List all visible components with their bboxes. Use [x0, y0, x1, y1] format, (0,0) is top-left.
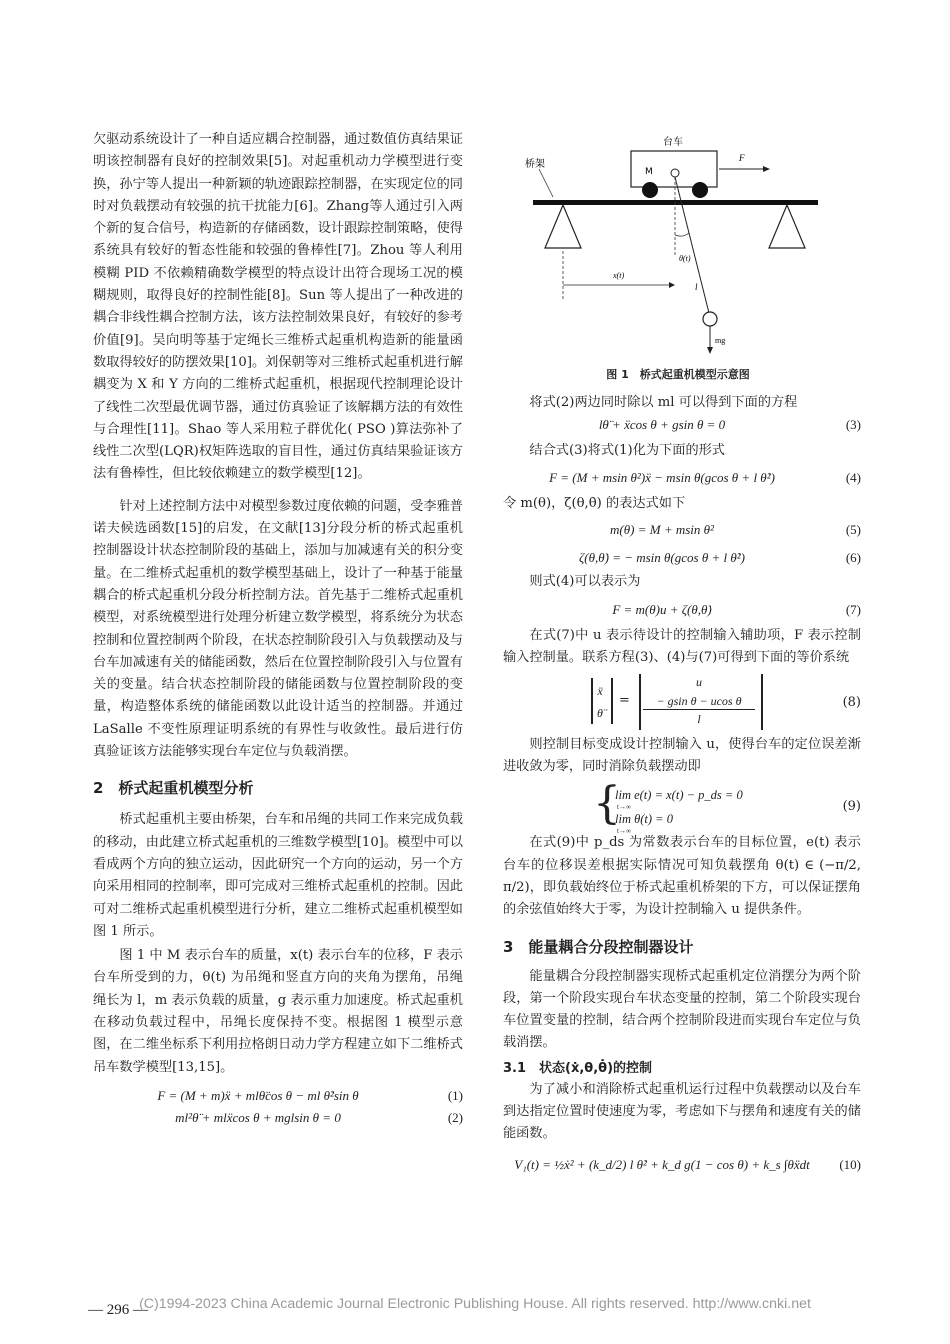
load-label: mg	[715, 336, 726, 345]
intro-paragraph-1: 欠驱动系统设计了一种自适应耦合控制器，通过数值仿真结果证明该控制器有良好的控制效果[5]。对起重机动力学模型进行变换，孙宁等人提出一种新颖的轨迹跟踪控制器，在实现定位的同时对负载摆动有较强的抗干扰能力[6]。Zhang等人通过引入两个新的复合信号，构造新的存储函数，设计跟踪控制策略，使得系统具有较好的暂态性能和较强的鲁棒性[7]。Zhou 等人利用模糊 PID 不依赖精确数学模型的特点设计出符合现场工况的模糊规则，取得良好的控制性能[8]。Sun 等人提出了一种改进的耦合非线性耦合控制方法，该方法控制效果良好，有较好的参考价值[9]。吴向明等基于定绳长三维桥式起重机构造新的能量函数取得较好的防摆效果[10]。刘保朝等对三维桥式起重机进行解耦变为 X 和 Y 方向的二维桥式起重机，根据现代控制理论设计了线性二次型最优调节器，通过仿真验证了该解耦方法的有效性与合理性[11]。Shao 等人采用粒子群优化( PSO )算法弥补了线性二次型(LQR)权矩阵选取的盲目性，通过仿真结果验证该方法有鲁棒性，但比较依赖建立的数学模型[12]。	[93, 132, 463, 482]
paragraph-eq4-intro: 结合式(3)将式(1)化为下面的形式	[529, 443, 725, 459]
bridge-label-leader	[539, 169, 553, 197]
model-paragraph-2: 图 1 中 M 表示台车的质量，x(t) 表示台车的位移，F 表示台车所受到的力，θ(t) 为吊绳和竖直方向的夹角为摆角，吊绳绳长为 l，m 表示负载的质量，g 表示重力加速度。桥式起重机在移动负载过程中，吊绳长度保持不变。根据图 1 模型示意图，在二维坐标系下利用拉格朗日动力学方程建立如下二维桥式吊车数学模型[13,15]。	[93, 948, 463, 1075]
copyright-footer: (C)1994-2023 China Academic Journal Electronic Publishing House. All rights reserved. http://www.cnki.net	[139, 1296, 811, 1312]
equation-2-number: (2)	[447, 1109, 463, 1125]
position-arrowhead	[669, 282, 675, 288]
figure-1-crane-diagram	[523, 135, 823, 365]
mass-label: M	[645, 167, 653, 177]
trolley-wheel-right	[692, 182, 708, 198]
equation-1-body: F = (M + m)ẍ + mlθ̈cos θ − ml θ̇²sin θ	[157, 1087, 359, 1103]
bridge-label: 桥架	[525, 159, 545, 170]
equation-4-body: F = (M + msin θ²)ẍ − msin θ(gcos θ + l θ̇²)	[549, 469, 775, 485]
equation-9-line-1: lim e(t) = x(t) − p_ds = 0	[615, 788, 743, 803]
position-label: x(t)	[613, 271, 625, 280]
equation-9	[503, 778, 861, 836]
equation-8-rhs-top: u	[696, 674, 702, 689]
equation-8-equals: =	[619, 692, 630, 708]
equation-10-body: V₁(t) = ½ẋ² + (k_d/2) l θ̇² + k_d g(1 − cos θ) + k_s ∫θẍdt	[514, 1156, 810, 1172]
bridge-beam	[533, 200, 818, 205]
equation-9-line-2: lim θ(t) = 0	[615, 812, 673, 827]
equation-8-lhs-top: ẍ	[597, 683, 603, 698]
equation-8-rhs-numerator: − gsin θ − ucos θ	[643, 693, 755, 710]
equation-2-body: ml²θ̈ + mlẍcos θ + mglsin θ = 0	[175, 1109, 341, 1125]
equation-5	[503, 519, 861, 541]
equation-4	[503, 467, 861, 489]
equation-3	[503, 414, 861, 436]
left-column	[93, 129, 463, 1129]
equation-9-number: (9)	[842, 799, 861, 815]
left-support	[545, 205, 581, 248]
paragraph-eq8-intro: 在式(7)中 u 表示待设计的控制输入辅助项，F 表示控制输入控制量。联系方程(3)、(4)与(7)可得到下面的等价系统	[503, 628, 861, 666]
equation-4-number: (4)	[845, 469, 861, 485]
rope-line	[675, 177, 709, 313]
equation-10-number: (10)	[839, 1156, 861, 1172]
page-number: — 296 —	[88, 1302, 148, 1318]
paragraph-eq9-explain: 在式(9)中 p_ds 为常数表示台车的目标位置，e(t) 表示台车的位移误差根据实际情况可知负载摆角 θ(t) ∈ (−π/2, π/2)，即负载始终位于桥式起重机桥架的下方，可以保证摆角的余弦值始终大于零，为设计控制输入 u 提供条件。	[503, 835, 861, 918]
equation-7-body: F = m(θ)u + ζ(θ,θ̇)	[612, 602, 712, 618]
equation-1	[93, 1085, 463, 1107]
model-paragraph-1: 桥式起重机主要由桥架，台车和吊绳的共同工作来完成负载的移动，由此建立桥式起重机的三维数学模型[10]。模型中可以看成两个方向的独立运动，因此研究一个方向的运动，另一个方向采用相同的控制率，即可完成对三维桥式起重机的控制。因此可对二维桥式起重机模型进行分析，建立二维桥式起重机模型如图 1 所示。	[93, 812, 463, 939]
paragraph-eq3-intro: 将式(2)两边同时除以 ml 可以得到下面的方程	[529, 395, 798, 410]
equation-9-limit-sub-2: t→∞	[617, 827, 631, 836]
force-label: F	[739, 153, 745, 163]
angle-label: θ(t)	[679, 254, 691, 263]
paragraph-eq5-intro: 令 m(θ)，ζ(θ,θ̇) 的表达式如下	[503, 495, 686, 511]
equation-8-lhs-bottom: θ̈	[597, 705, 603, 720]
equation-10	[503, 1154, 861, 1176]
section-3-heading: 3 能量耦合分段控制器设计	[503, 937, 694, 956]
equation-5-number: (5)	[845, 521, 861, 537]
equation-3-number: (3)	[845, 417, 861, 433]
equation-6-body: ζ(θ,θ̇) = − msin θ(gcos θ + l θ̇²)	[579, 549, 745, 565]
force-arrowhead	[763, 166, 770, 172]
rope-label: l	[695, 282, 698, 292]
equation-5-body: m(θ) = M + msin θ²	[610, 521, 714, 537]
right-support	[769, 205, 805, 248]
pivot-point	[671, 169, 679, 177]
paragraph-eq9-intro: 则控制目标变成设计控制输入 u，使得台车的定位误差渐进收敛为零，同时消除负载摆动即	[503, 736, 861, 775]
trolley-wheel-left	[642, 182, 658, 198]
load-mass	[703, 312, 717, 326]
equation-9-brace: {	[593, 778, 621, 830]
equation-2	[93, 1107, 463, 1129]
angle-arc	[675, 233, 689, 236]
paragraph-eq7-intro: 则式(4)可以表示为	[529, 573, 641, 589]
equation-7-number: (7)	[845, 602, 861, 618]
intro-paragraph-2: 针对上述控制方法中对模型参数过度依赖的问题，受李雅普诺夫候选函数[15]的启发，在文献[13]分段分析的桥式起重机控制器设计状态控制阶段的基础上，添加与加减速有关的积分变量。在二维桥式起重机的数学模型基础上，设计了一种基于能量耦合的桥式起重机分段分析控制方法。首先基于二维桥式起重机模型，对系统模型进行处理分析建立数学模型，将系统分为状态控制和位置控制两个阶段，在状态控制阶段引入与负载摆动及与台车加减速有关的储能函数，然后在位置控制阶段引入与位置有关的变量。结合状态控制阶段的储能函数与位置控制阶段的变量，构造整体系统的储能函数以此设计适当的控制器。并通过 LaSalle 不变性原理证明系统的有界性与收敛性。最后进行仿真验证该方法能够实现台车定位与负载消摆。	[93, 498, 463, 760]
section-2-heading: 2 桥式起重机模型分析	[93, 779, 254, 798]
figure-1-caption: 图 1 桥式起重机模型示意图	[606, 368, 750, 381]
equation-9-limit-sub-1: t→∞	[617, 803, 631, 812]
equation-7	[503, 599, 861, 621]
right-column	[503, 392, 861, 1176]
trolley-label: 台车	[663, 137, 683, 148]
equation-8	[503, 674, 861, 732]
section-3-1-paragraph: 为了减小和消除桥式起重机运行过程中负载摆动以及台车到达指定位置时使速度为零，考虑如下与摆角和速度有关的储能函数。	[503, 1081, 861, 1142]
section-3-paragraph: 能量耦合分段控制器实现桥式起重机定位消摆分为两个阶段，第一个阶段实现台车状态变量的控制，第二个阶段实现台车位置变量的控制，结合两个控制阶段进而实现台车定位与负载消摆。	[503, 968, 861, 1051]
equation-8-number: (8)	[842, 694, 861, 710]
gravity-arrowhead	[707, 347, 713, 354]
equation-8-rhs-denominator: l	[697, 711, 701, 726]
equation-6-number: (6)	[845, 549, 861, 565]
equation-6	[503, 547, 861, 569]
section-3-1-heading: 3.1 状态(ẋ,θ,θ̇)的控制	[503, 1060, 653, 1076]
equation-1-number: (1)	[447, 1087, 463, 1103]
equation-3-body: lθ̈ + ẍcos θ + gsin θ = 0	[598, 417, 726, 433]
